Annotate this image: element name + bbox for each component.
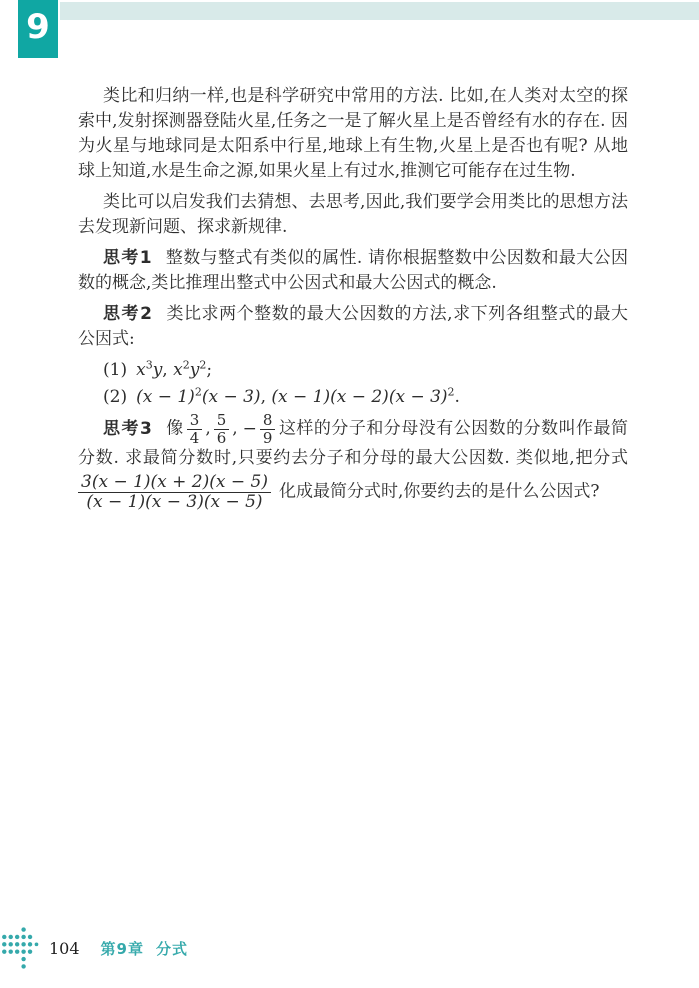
punctuation: .: [454, 387, 460, 407]
punctuation: ,: [205, 418, 211, 439]
chapter-header-bar: [60, 2, 699, 20]
fraction-numerator: 3(x − 1)(x + 2)(x − 5): [78, 473, 271, 493]
paragraph-analogy-method: 类比可以启发我们去猜想、去思考,因此,我们要学会用类比的思想方法去发现新问题、探求新规律.: [78, 192, 628, 237]
page-footer: [0, 921, 699, 975]
footer-chapter-label: 第9章: [100, 939, 144, 958]
math-variable: x: [136, 360, 146, 380]
math-variable: y: [152, 360, 163, 380]
fraction-denominator: (x − 1)(x − 3)(x − 5): [86, 491, 263, 512]
chapter-number: 9: [26, 7, 50, 47]
item2-marker: (2): [103, 387, 128, 407]
math-variable: y: [189, 360, 200, 380]
think3-text-2: 化成最简分式时,你要约去的是什么公因式?: [278, 481, 600, 502]
think2-label: 思考2: [103, 304, 153, 324]
fraction-five-sixths: [214, 412, 230, 446]
fraction-denominator: 6: [216, 428, 227, 447]
math-exponent: 3: [145, 358, 153, 372]
fraction-denominator: 9: [262, 428, 273, 447]
fraction-denominator: 4: [189, 428, 200, 447]
math-expression: (x − 1)(x − 2)(x − 3): [271, 387, 448, 407]
think1-text: 整数与整式有类似的属性. 请你根据整数中公因数和最大公因数的概念,类比推理出整式中公因式和最大公因式的概念.: [78, 248, 628, 293]
paragraph-analogy-intro: 类比和归纳一样,也是科学研究中常用的方法. 比如,在人类对太空的探索中,发射探测器登陆火星,任务之一是了解火星上是否曾经有水的存在. 因为火星与地球同是太阳系中行星,地球上有生物,火星上是否也有呢? 从地球上知道,水是生命之源,如果火星上有过水,推测它可能存在过生物.: [78, 86, 628, 181]
punctuation: ;: [206, 360, 213, 380]
think3-text-1: 这样的分子和分母没有公因数的分数叫作最简分数. 求最简分数时,只要约去分子和分母的最大公因数. 类似地,把分式: [78, 418, 629, 468]
footer-chapter-title: 分式: [155, 939, 188, 958]
fraction-numerator: 8: [260, 412, 276, 430]
think1-label: 思考1: [103, 248, 153, 268]
fraction-eight-ninths: [260, 412, 276, 446]
think3-label: 思考3: [103, 418, 153, 439]
separator: ,: [260, 387, 272, 407]
math-exponent: 2: [194, 385, 202, 399]
math-exponent: 2: [199, 358, 207, 372]
math-variable: x: [173, 360, 183, 380]
fraction-numerator: 3: [187, 412, 203, 430]
think2-item2: [78, 385, 628, 410]
item1-marker: (1): [103, 360, 128, 380]
minus-sign: −: [242, 418, 257, 439]
think2-section: [78, 302, 628, 352]
math-expression: (x − 1): [136, 387, 195, 407]
fraction-numerator: 5: [214, 412, 230, 430]
math-expression: (x − 3): [201, 387, 261, 407]
fraction-three-fourths: [187, 412, 203, 446]
algebraic-fraction: [78, 473, 271, 511]
think1-section: [78, 246, 628, 296]
think2-text: 类比求两个整数的最大公因数的方法,求下列各组整式的最大公因式:: [78, 304, 628, 349]
think3-section: [78, 412, 628, 513]
think2-item1: [78, 358, 628, 383]
separator: ,: [162, 360, 174, 380]
page-content: [78, 84, 628, 519]
math-exponent: 2: [182, 358, 190, 372]
chapter-number-tab: [18, 0, 58, 58]
footer-chapter-reference: [101, 938, 188, 959]
math-exponent: 2: [447, 385, 455, 399]
think3-lead: 像: [165, 418, 184, 439]
page-number: 104: [49, 938, 80, 958]
dots-icon: [0, 924, 42, 972]
punctuation: ,: [232, 418, 238, 439]
